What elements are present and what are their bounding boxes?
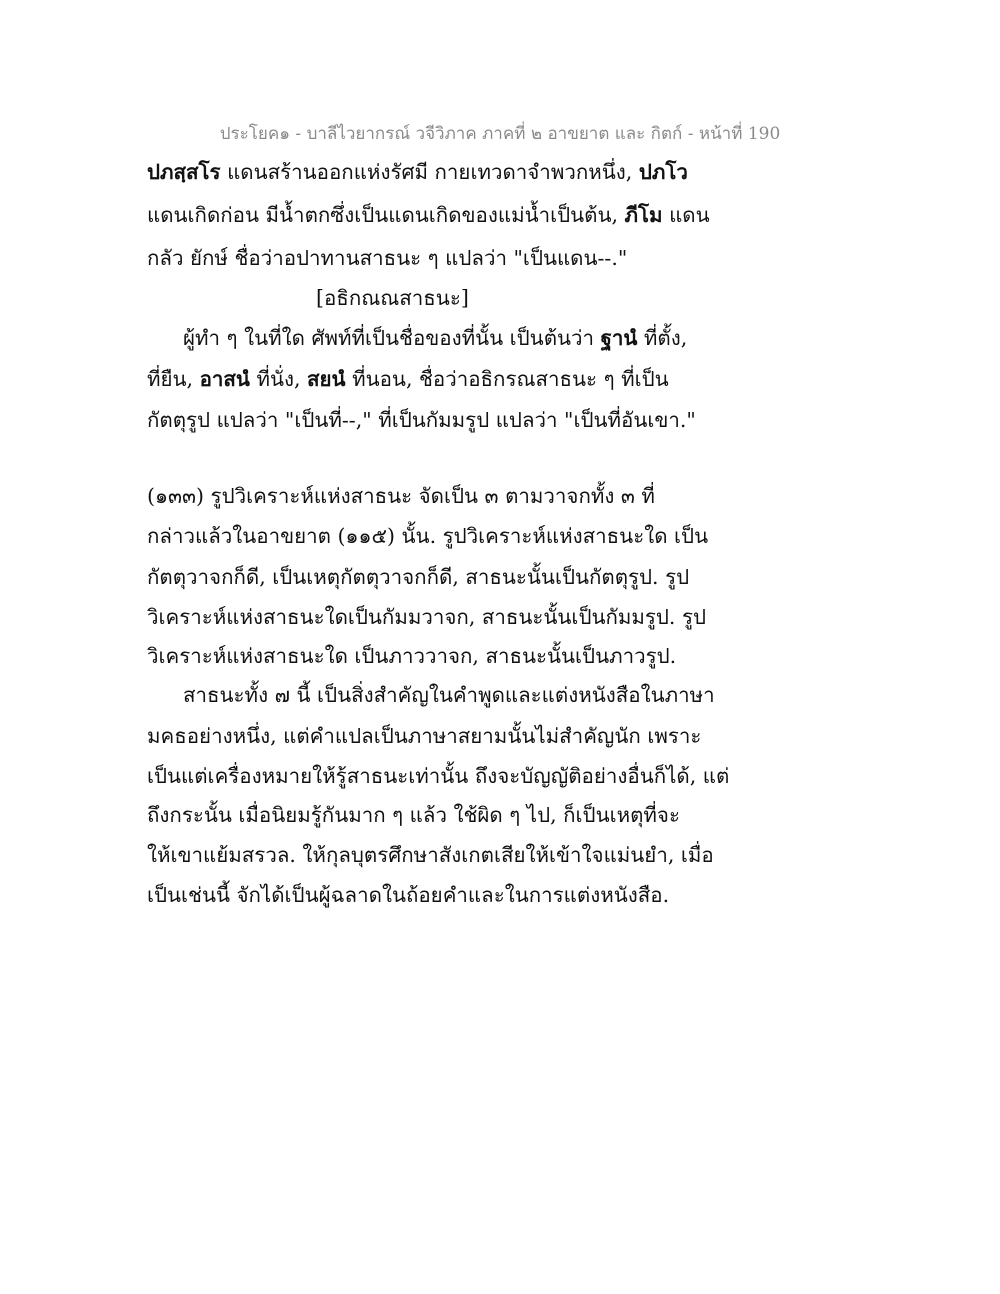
text-segment: กัตตุวาจกก็ดี, เป็นเหตุกัตตุวาจกก็ดี, สาธนะนั้นเป็นกัตตุรูป. รูป (147, 565, 690, 589)
text-segment: กลัว ยักษ์ ชื่อว่าอปาทานสาธนะ ๆ แปลว่า "เป็นแดน--." (147, 246, 628, 270)
text-line (147, 797, 680, 833)
text-line (147, 240, 627, 276)
section-heading (316, 280, 469, 316)
text-line (147, 478, 655, 514)
text-segment: ที่ยืน, (147, 367, 200, 391)
text-line (147, 718, 701, 754)
text-segment: [อธิกณณสาธนะ] (316, 286, 469, 310)
text-segment: ถึงกระนั้น เมื่อนิยมรู้กันมาก ๆ แล้ว ใช้ผิด ๆ ไป, ก็เป็นเหตุที่จะ (147, 803, 680, 827)
text-line (147, 518, 708, 554)
bold-term: ภีโม (624, 203, 663, 227)
text-segment: (๑๓๓) รูปวิเคราะห์แห่งสาธนะ จัดเป็น ๓ ตามวาจกทั้ง ๓ ที่ (147, 484, 655, 508)
text-segment: มคธอย่างหนึ่ง, แต่คำแปลเป็นภาษาสยามนั้นไม่สำคัญนัก เพราะ (147, 724, 702, 748)
text-segment: เป็นเช่นนี้ จักได้เป็นผู้ฉลาดในถ้อยคำและในการแต่งหนังสือ. (147, 883, 670, 907)
text-line (147, 361, 669, 397)
bold-term: ฐานํ (600, 326, 638, 350)
text-line (147, 197, 710, 233)
bold-term: ปภโว (638, 160, 688, 184)
text-segment: วิเคราะห์แห่งสาธนะใดเป็นกัมมวาจก, สาธนะนั้นเป็นกัมมรูป. รูป (147, 605, 706, 629)
text-segment: แดน (662, 203, 710, 227)
text-line (147, 559, 689, 595)
text-line (147, 837, 714, 873)
text-segment: ที่ตั้ง, (637, 326, 688, 350)
text-line (147, 599, 706, 635)
bold-term: ปภสฺสโร (147, 160, 221, 184)
text-segment: ผู้ทำ ๆ ในที่ใด ศัพท์ที่เป็นชื่อของที่นั้น เป็นต้นว่า (183, 326, 601, 350)
text-line (147, 402, 696, 438)
text-line (147, 638, 676, 674)
text-segment: เป็นแต่เครื่องหมายให้รู้สาธนะเท่านั้น ถึงจะบัญญัติอย่างอื่นก็ได้, แต่ (147, 764, 730, 788)
text-segment: แดนเกิดก่อน มีน้ำตกซึ่งเป็นแดนเกิดของแม่น้ำเป็นต้น, (147, 203, 625, 227)
bold-term: สยนํ (307, 367, 346, 391)
text-segment: แดนสร้านออกแห่งรัศมี กายเทวดาจำพวกหนึ่ง, (220, 160, 639, 184)
text-segment: ให้เขาแย้มสรวล. ให้กุลบุตรศึกษาสังเกตเสียให้เข้าใจแม่นยำ, เมื่อ (147, 843, 714, 867)
text-line (183, 677, 715, 713)
text-line (183, 320, 687, 356)
bold-term: อาสนํ (199, 367, 250, 391)
text-line (147, 154, 688, 190)
text-segment: ที่นั่ง, (249, 367, 308, 391)
text-segment: กล่าวแล้วในอาขยาต (๑๑๕) นั้น. รูปวิเคราะห์แห่งสาธนะใด เป็น (147, 524, 709, 548)
text-segment: กัตตุรูป แปลว่า "เป็นที่--," ที่เป็นกัมมรูป แปลว่า "เป็นที่อันเขา." (147, 408, 696, 432)
text-segment: วิเคราะห์แห่งสาธนะใด เป็นภาววาจก, สาธนะนั้นเป็นภาวรูป. (147, 644, 677, 668)
page-header: ประโยค๑ - บาลีไวยากรณ์ วจีวิภาค ภาคที่ ๒ อาขยาต และ กิตก์ - หน้าที่ 190 (219, 124, 781, 144)
text-segment: สาธนะทั้ง ๗ นี้ เป็นสิ่งสำคัญในคำพูดและแต่งหนังสือในภาษา (183, 683, 715, 707)
text-line (147, 758, 729, 794)
text-line (147, 877, 669, 913)
text-segment: ที่นอน, ชื่อว่าอธิกรณสาธนะ ๆ ที่เป็น (345, 367, 669, 391)
